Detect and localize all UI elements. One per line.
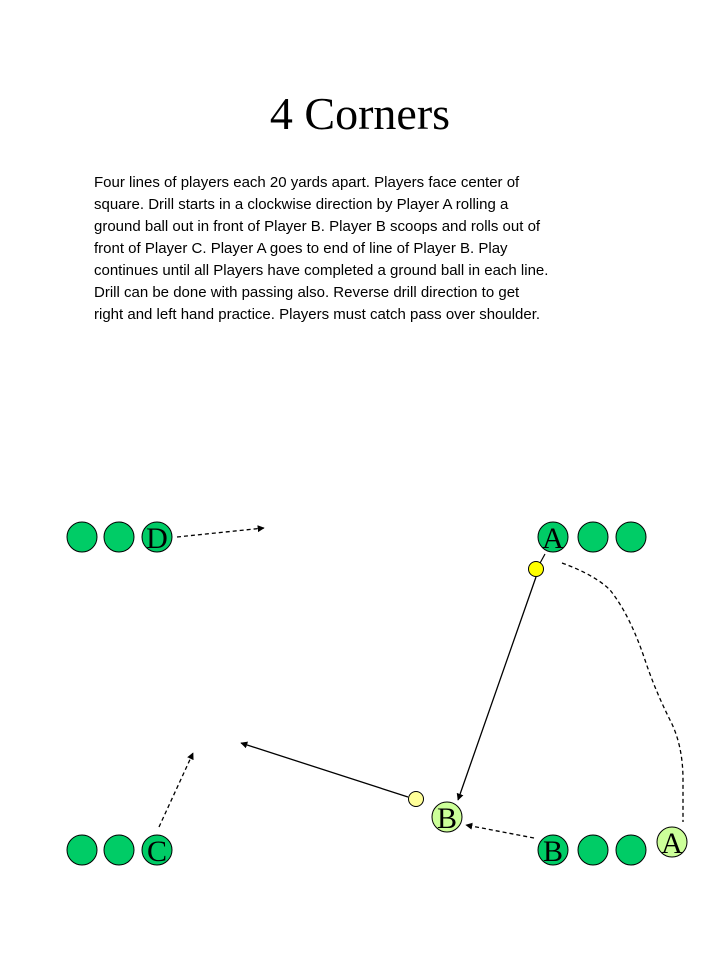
player-circle — [578, 835, 608, 865]
player-circle — [67, 522, 97, 552]
player-c-label: C — [146, 835, 168, 868]
ball-pale — [409, 792, 424, 807]
player-circle — [616, 835, 646, 865]
arrow-b-run — [466, 825, 534, 838]
arrow-d-run — [177, 528, 264, 537]
ball-yellow — [529, 562, 544, 577]
player-b-label: B — [542, 835, 564, 868]
player-d-label: D — [146, 522, 168, 555]
description-line: square. Drill starts in a clockwise direction by Player A rolling a — [94, 196, 509, 213]
description-line: front of Player C. Player A goes to end of line of Player B. Play — [94, 240, 508, 257]
arrow-c-run — [159, 753, 193, 827]
description-line: continues until all Players have completed a ground ball in each line. — [94, 262, 549, 279]
description-line: Four lines of players each 20 yards apart. Players face center of — [94, 174, 520, 191]
player-circle — [67, 835, 97, 865]
player-a-moving-label: A — [661, 827, 683, 860]
player-circle — [578, 522, 608, 552]
arrow-b-to-c-pass — [241, 743, 408, 797]
arrow-a-to-b-pass — [458, 577, 536, 800]
player-a-label: A — [542, 522, 564, 555]
player-circle — [616, 522, 646, 552]
page-title: 4 Corners — [269, 88, 451, 139]
player-b-moving-label: B — [436, 802, 458, 835]
player-circle — [104, 835, 134, 865]
path-a-to-end-of-b-line — [562, 563, 683, 822]
description-line: Drill can be done with passing also. Reverse drill direction to get — [94, 284, 520, 301]
description-line: right and left hand practice. Players must catch pass over shoulder. — [94, 306, 541, 323]
player-circle — [104, 522, 134, 552]
description-line: ground ball out in front of Player B. Player B scoops and rolls out of — [94, 218, 541, 235]
